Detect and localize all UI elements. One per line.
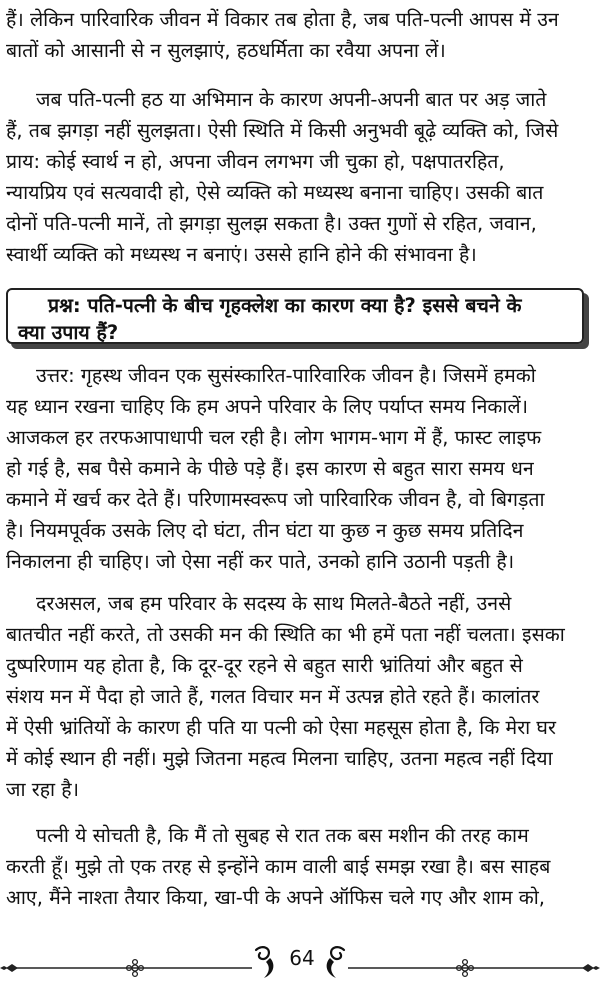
question-box <box>6 288 584 344</box>
text-line: बातचीत नहीं करते, तो उसकी मन की स्थिति का भी हमें पता नहीं चलता। इसका <box>6 623 565 646</box>
text-line: संशय मन में पैदा हो जाते हैं, गलत विचार मन में उत्पन्न होते रहते हैं। कालांतर <box>6 685 540 708</box>
text-line: में ऐसी भ्रांतियों के कारण ही पति या पत्नी को ऐसा महसूस होता है, कि मेरा घर <box>6 716 556 739</box>
page-footer <box>0 940 600 988</box>
text-line: हैं, तब झगड़ा नहीं सुलझता। ऐसी स्थिति में किसी अनुभवी बूढ़े व्यक्ति को, जिसे <box>6 119 559 142</box>
answer-paragraph <box>6 360 594 577</box>
paragraph-5 <box>6 820 594 913</box>
question-line: प्रश्न: पति-पत्नी के बीच गृहक्लेश का कारण क्या है? इससे बचने के <box>48 294 522 317</box>
text-line: बातों को आसानी से न सुलझाएं, हठधर्मिता का रवैया अपना लें। <box>6 39 446 62</box>
text-line: निकालना ही चाहिए। जो ऐसा नहीं कर पाते, उनको हानि उठानी पड़ती है। <box>6 550 515 573</box>
page-number: 64 <box>289 946 315 970</box>
text-line: करती हूँ। मुझे तो एक तरह से इन्होंने काम वाली बाई समझ रखा है। बस साहब <box>6 855 551 878</box>
text-line: पत्नी ये सोचती है, कि मैं तो सुबह से रात तक बस मशीन की तरह काम <box>36 824 529 847</box>
text-line: कमाने में खर्च कर देते हैं। परिणामस्वरूप जो पारिवारिक जीवन है, वो बिगड़ता <box>6 488 545 511</box>
text-line: में कोई स्थान ही नहीं। मुझे जितना महत्व मिलना चाहिए, उतना महत्व नहीं दिया <box>6 747 553 770</box>
paragraph-4 <box>6 588 594 805</box>
text-line: प्राय: कोई स्वार्थ न हो, अपना जीवन लगभग जी चुका हो, पक्षपातरहित, <box>6 150 505 173</box>
text-line: है। नियमपूर्वक उसके लिए दो घंटा, तीन घंटा या कुछ न कुछ समय प्रतिदिन <box>6 519 524 542</box>
text-line: दरअसल, जब हम परिवार के सदस्य के साथ मिलते-बैठते नहीं, उनसे <box>36 592 512 615</box>
text-line: न्यायप्रिय एवं सत्यवादी हो, ऐसे व्यक्ति को मध्यस्थ बनाना चाहिए। उसकी बात <box>6 181 544 204</box>
text-line: स्वार्थी व्यक्ति को मध्यस्थ न बनाएं। उससे हानि होने की संभावना है। <box>6 243 477 266</box>
text-line: हो गई है, सब पैसे कमाने के पीछे पड़े हैं। इस कारण से बहुत सारा समय धन <box>6 457 534 480</box>
text-line: दुष्परिणाम यह होता है, कि दूर-दूर रहने से बहुत सारी भ्रांतियां और बहुत से <box>6 654 523 677</box>
text-line: यह ध्यान रखना चाहिए कि हम अपने परिवार के लिए पर्याप्त समय निकालें। <box>6 395 529 418</box>
text-line: हैं। लेकिन पारिवारिक जीवन में विकार तब होता है, जब पति-पत्नी आपस में उन <box>6 8 559 31</box>
text-line: दोनों पति-पत्नी मानें, तो झगड़ा सुलझ सकता है। उक्त गुणों से रहित, जवान, <box>6 212 537 235</box>
text-line: जा रहा है। <box>6 778 80 801</box>
text-line: आए, मैंने नाश्ता तैयार किया, खा-पी के अपने ऑफिस चले गए और शाम को, <box>6 886 545 909</box>
text-line: जब पति-पत्नी हठ या अभिमान के कारण अपनी-अपनी बात पर अड़ जाते <box>36 88 547 111</box>
text-line: आजकल हर तरफआपाधापी चल रही है। लोग भागम-भाग में हैं, फास्ट लाइफ <box>6 426 542 449</box>
question-line: क्या उपाय हैं? <box>18 321 119 344</box>
paragraph-1 <box>6 4 594 66</box>
paragraph-2 <box>6 84 594 270</box>
text-line: उत्तर: गृहस्थ जीवन एक सुसंस्कारित-पारिवारिक जीवन है। जिसमें हमको <box>36 364 536 387</box>
